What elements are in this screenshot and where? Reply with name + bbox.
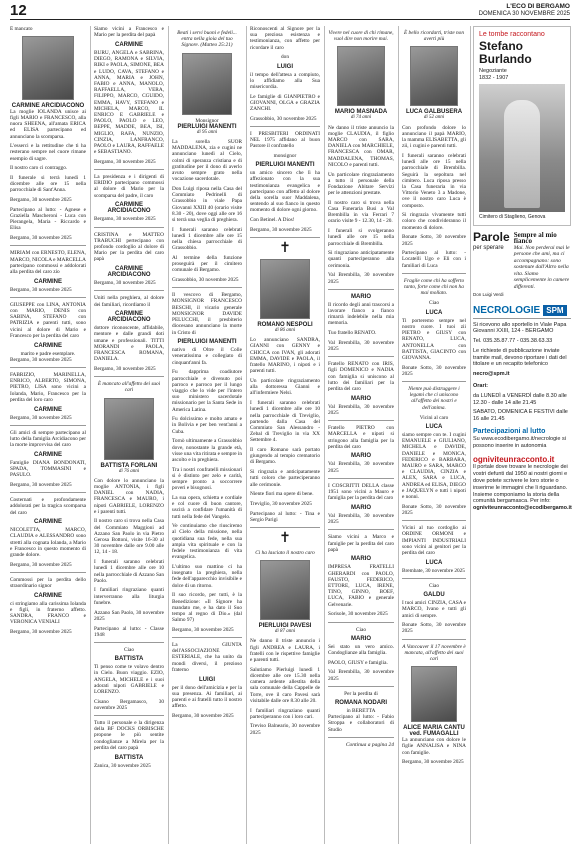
notice-text: Partecipano al lutto: - Locatelli Ugo e Eli con i familiari di Luca [402, 250, 466, 269]
deceased-name: ALICE MARIA CANTU ved. FUMAGALLI [403, 725, 465, 738]
deceased-photo [104, 398, 154, 460]
necro-email[interactable]: necro@spm.it [473, 371, 510, 378]
notice-text: Partecipano al lutto: - Fabio Stroppa e collaboratori di Studio [328, 714, 394, 733]
hours-weekend: SABATO, DOMENICA E FESTIVI dalle 16 alle 21.45 [473, 409, 568, 423]
notice-text: La GIUNTA dell'ASSOCIAZIONE ESTERIALE, che ha unito da mondi diversi, il prezioso fraterno [172, 642, 242, 673]
notice-text: nativo di Oltre il Colle veneratissima e collegiato di cinquant'anni fa. [172, 347, 242, 366]
notice-text: Sei stato un vero amico. Condoglianze alla famiglia. [328, 643, 394, 656]
deceased-age: di 52 anni [423, 115, 445, 121]
column-divider [90, 26, 91, 844]
notice-date: Bonate Sotto, 30 novembre 2025 [402, 622, 466, 635]
notice-text: Il vescovo di Bergamo, MONSIGNOR FRANCESCO BESCHI, il vicario generale MONSIGNOR DAVIDE PELUCCHI, il presbiterio diocesano annunciano la morte in Cristo di [172, 292, 242, 336]
deceased-name: LUIGI [199, 676, 215, 683]
notice-text: Niente fiori ma opere di bene. [250, 491, 314, 498]
notice-text: IMPRESA FRATELLI GHERARDI con PAOLO, FAUSTO, FEDERICO, ETTORE, LUCA, IRENE, TINO, GINNO, BOEF, LUCA, FABIO e generale Gelvenarie. [328, 564, 394, 608]
deceased-name: LUCA GALBUSERA [405, 109, 463, 116]
deceased-name: MARIO [351, 293, 371, 300]
deceased-name: PIERLUIGI MANENTI [177, 339, 237, 346]
continue-note: Continua a pagina 24 [345, 741, 394, 748]
tombs-feature [473, 26, 571, 226]
notice-text: I tuoi amici CINZIA, CASA e MARCO, Ivano e tutti gli amici di sempre. [402, 600, 466, 619]
notice-text: Ne danno il triste annuncio la moglie CLAUDIA, il figlio MARCO con SARA, DANIELA con MARCHIELE, FRANCESCA con OMAR, MADDALENA, THOMAS, NICOLO e parenti tutti. [328, 124, 394, 168]
necro-phone: Tel. 035.35.87.77 - 035.38.63.33 [473, 338, 553, 345]
deceased-photo [22, 36, 74, 100]
notice-date: Cisano Bergamasco, 30 novembre 2025 [94, 698, 164, 711]
page-number: 12 [10, 2, 27, 19]
notice-text: Vicini al tuo cordoglio ai ORDINE ORMONI e IMPIANTI INDUSTRIALI sono vicini ai genitori per la perdita del caro [402, 525, 466, 556]
notice-title: don [281, 54, 289, 61]
obituary-column-6 [402, 26, 466, 844]
notice-text: Il nostro caro si trova nella Casa del Commiato Maggioni ad Azzano San Paolo in via Pietro Gerosa Bottoni, visite 16-30 al 30 novembre dalle ore 9.00 alle 12, 14 - 18. [94, 518, 164, 556]
notice-text: marito e padre esemplare. [20, 350, 76, 357]
notice-text: Gli amici di sempre partecipano al lutto della famiglia Arcidiacono per la morte improvvisa del caro [10, 429, 86, 449]
deceased-photo [260, 560, 310, 620]
deceased-age: di 74 anni [350, 115, 372, 121]
ogniviteunracconto-info: Il portale dove trovare le necrologie dei vostri defunti dal 1950 ai nostri giorni e dove potete scrivere le loro storie o inserirne le immagini che li riguardano. Insieme componiamo la storia della comunità bergamasca. Per info: [473, 464, 568, 505]
cross-icon: ✝ [279, 531, 291, 547]
deceased-name: CARMINE [34, 342, 62, 349]
feature-name: Stefano Burlando [479, 39, 532, 66]
notice-date: Bergamo, 30 novembre 2025 [94, 365, 156, 372]
notice-text: Tra i nostri confratelli missionari si è distinto per zelo e carità, sempre pronto a soccorrere poveri e bisognosi. [172, 466, 242, 492]
notice-date: Bergamo, 30 novembre 2025 [10, 561, 72, 568]
notice-date: Val Brembilla, 30 novembre 2025 [328, 272, 394, 285]
deceased-name: BATTISTA [114, 754, 144, 761]
notice-text: Il ricordo degli anni trascorsi a lavorare fianco a fianco rimarrà indelebile nella mia memoria. [328, 301, 394, 327]
notice-date: Val Brembilla, 30 novembre 2025 [328, 512, 394, 526]
deceased-age: di 87 anni [274, 629, 296, 635]
deceased-name: CARMINE [34, 406, 62, 413]
notice-text: Ne danno il triste annuncio i figli ANDREA e LAURA, i fratelli con le rispettive famiglie e parenti tutti. [250, 638, 320, 664]
notice-date: Zanica, 30 novembre 2025 [94, 762, 151, 769]
notice-text: il tempo dell'attesa a compiuto, lo affidiamo alla Sua misericordia. [250, 71, 320, 90]
notice-text: Con dolore lo annunciano la moglie ANTONIA, i figli DANIEL con NADIA, FRANCESCA e MAURO, i nipoti GABRIELE, LORENZO e i parenti tutti. [94, 477, 164, 515]
notice-intro: Ci ha lasciato il nostro caro [255, 550, 315, 557]
notice-text: Il caro Romano sarà portato giungendo al tempio crematorio di Bergamo. [250, 447, 320, 466]
notice-text: FABRIZIO, MARINELLA, ENRICO, ALBERTO, SIMONA, PIETRO, LISA sono vicini a Iolanda, Mario, Francesco per la perdita del loro caro [10, 372, 86, 403]
notice-text: La annunciano con dolore le figlie ANNALISA e NINA con famiglie. [402, 737, 466, 756]
column-divider [398, 26, 399, 844]
notice-text: Ve continuiamo che riusciremo al Cielo della missione, nella quotidiana sua fede, nella sua ampia vita spirituale e con la fedele testimonianza di vita evangelica. [172, 523, 242, 561]
notice-date: Bergamo, 30 novembre 2025 [10, 197, 72, 204]
notice-text: La presidenza e i dirigenti di ERIDIO partecipano commossi al dolore di Mario per la scomparsa del padre, il caro [94, 174, 164, 199]
notice-text: Famiglie DIANA BONDONATI, SPADA, TOMMASINI e PASULO. [10, 459, 86, 479]
photo-caption: Cimitero di Staglieno, Genova [479, 214, 546, 220]
notice-text: Si ringrazia vivamente tutti coloro che condivideranno il momento di dolore. [402, 212, 466, 231]
deceased-photo [411, 666, 457, 722]
notice-date: Bergamo, 30 novembre 2025 [250, 226, 312, 233]
notice-date: Bergamo, 30 novembre 2025 [10, 481, 72, 488]
notice-text: L'esserci e la rettitudine che ti ha resterano sempre nel cuore rimane esempio di sagre. [10, 143, 86, 162]
notice-date: Bergamo, 30 novembre 2025 [94, 216, 156, 223]
notice-date: Bergamo, 30 novembre 2025 [94, 158, 156, 165]
masthead [479, 4, 570, 17]
notice-text: Un particolare ringraziamento alla dottoressa Gianni e all'infermiere Nelsi. [250, 378, 320, 397]
deceased-name: LUCA [425, 424, 443, 431]
parole-quote: Mai. Non perderai mai le persone che ami, ma ci accompagnano: sono sostenute dall'Altro nella vita. Siamo semplicemente in camere differenti. [513, 244, 570, 290]
deceased-photo [410, 46, 458, 106]
notice-text: Partecipano al lutto: - Classe 1948 [94, 625, 164, 638]
necrologie-header [473, 305, 571, 319]
partecipazioni-info: Su www.ecodibergamo.it/necrologie si possono inserire in autonomia [473, 435, 566, 449]
notice-text: Con Betinel. A Dios! [250, 217, 295, 224]
notice-date: Treviglio, 30 novembre 2025 [250, 500, 312, 507]
notice-text: I COSCRITTI DELLA classe 1951 sono vicini a Mauro e famiglia per la perdita del caro [328, 482, 394, 502]
parole-heading: Sempre al mio fianco [513, 230, 557, 245]
column-divider [324, 26, 325, 844]
deceased-name: CARMINE [115, 41, 143, 48]
column-divider [470, 26, 471, 844]
notice-text: I PRESBITERI ORDINATI NEL 1975 affidano al buon Pastore il confratello [250, 130, 320, 150]
notice-text: La sorella SUOR MADDALENA, zia e cugini ne annunciano lunedì al Cielo, colmi di speranza cristiana e di gratitudine per il dono di averlo avuto sempre grato nella vocazione sacerdotale. [172, 139, 242, 183]
deceased-name: PIERLUIGI MANENTI [255, 162, 315, 169]
ogniviteunracconto-email[interactable]: ogniviteunracconto@ecodibergamo.it [473, 505, 572, 512]
notice-text: siamo sempre con te. I cugini EMANUELE e GIULIANO, MICHELA e DAVIDE, DANIELE e MONICA, FEDERICO e BARBARA, MAURO e SARA, MARCO e CLAUDIA, CINZIA e ALEX, SARA e LUCA, ANDREA ed ELISA, DIEGO e JAQUELYN e tutti i nipoti e nonni. [402, 432, 466, 501]
notice-date: Bergamo, 30 novembre 2025 [10, 356, 72, 363]
obituary-column-2 [94, 26, 164, 844]
ogniviteunracconto-box [473, 455, 571, 512]
notice-quote: A Vancouver il 17 novembre è mancata, all'affetto dei suoi cari [402, 643, 466, 663]
feature-role: Negoziante [479, 68, 507, 74]
obituary-column-5 [328, 26, 394, 844]
feature-years: 1832 - 1907 [479, 74, 509, 81]
notice-text: NICOLETTA, MARCO, CLAUDIA e ALESSANDRO sono stretti alla cognata Iolanda, a Mario e Francesco in questo momento di grande dolore. [10, 527, 86, 559]
notice-text: CRISTINA e MATTEO TRABUCHI pertecipano con profondo cordoglio al dolore di Mario per la perdita del caro papà [94, 231, 164, 263]
notice-text: L'ultimo suo mattino ci ha insegnato la preghiera, nella fede dell'apparecchio invisibile e dolce di un ritorno. [172, 564, 242, 589]
notice-text: I funerali saranno celebrati lunedì 1 dicembre alle ore 15 nella chiesa parrocchiale di Grassobbio. [172, 226, 242, 252]
notice-text: Ti porteremo sempre nel nostro cuore. I tuoi zii PIETRO e GIUSY con RENATO, LUCA, ANTONELLA con BATTISTA, GIACINTO con GIOVANNA. [402, 317, 466, 361]
notice-quote: Vivere nel cuore di chi rimane, vuol dire non morire mai. [328, 30, 394, 43]
notice-quote: Beati i servi buoni e fedeli... entra nella gioia del tuo Signore. (Matteo 25:21) [177, 30, 237, 49]
notice-intro: È mancato [10, 26, 33, 32]
notice-quote: Fragile come chi ha sofferto tanto, forte come chi non ha mai mollato. [403, 277, 465, 297]
notice-date: Bergamo, 30 novembre 2025 [172, 712, 234, 719]
notice-intro: Ciao [428, 300, 439, 307]
sidebar [473, 26, 571, 512]
notice-text: Costernati e profondamente addolorati per la tragica scomparsa del caro [10, 497, 86, 516]
notice-date: Bergamo, 30 novembre 2025 [10, 286, 72, 293]
deceased-age: di 76 anni [118, 468, 140, 474]
obituary-column-4 [250, 26, 320, 844]
deceased-photo [337, 46, 385, 106]
deceased-name: CARMINE [34, 592, 62, 599]
notice-text: Le famiglie di GIANPIETRO e GIOVANNI, OLGA e GRAZIA ZANCHI. [250, 93, 320, 113]
hours-weekday: da LUNEDÌ a VENERDÌ dalle 8.30 alle 12.30 - dalle 14 alle 21.45 [473, 392, 567, 406]
notice-text: un amico sincero che lì ha affezionato con la sua testimonianza evangelica e partecipano con affetto al dolore della sorella suor Maddalena, sentendo al suo fianco in questo momento di dolore ogni giorno. [250, 170, 320, 214]
deceased-name: MARIO [351, 635, 371, 642]
notice-date: Val Brembilla, 30 novembre 2025 [328, 461, 394, 474]
notice-intro: È mancato all'affetto dei suoi cari [97, 381, 161, 394]
deceased-name: LUCA [425, 559, 443, 566]
parole-subtitle: per sperare [473, 244, 504, 251]
notice-text: Si ringrazia e anticipatamente tutti coloro che parteciperanno alle cerimonie. [250, 469, 320, 488]
notice-text: in BERETTA [346, 708, 376, 715]
notice-text: I funerali saranno celebrati lunedì 1 dicembre alle ore 10 nella parrocchiale di Azzano San Paolo. [94, 559, 164, 584]
notice-text: Fu dolcissimo e molto amato e in Bolivia e per ben vent'anni a Cuba. [172, 416, 242, 435]
deceased-name: BATTISTA FORLANI [100, 462, 158, 469]
deceased-name: ROMANO NESPOLI [257, 322, 313, 329]
notice-text: Il suo ricordo, per tutti, è la Benedizione: «Il Signore ha mandato me, e ha dato il Suo tempo al regno di Dio.» (dal Salmo 97) [172, 592, 242, 624]
deceased-name: CARMINE [34, 451, 62, 458]
spm-logo: SPM [543, 305, 566, 316]
deceased-name: ROMANA NODARI [334, 700, 388, 707]
notice-text: Fratello RENATO con IRIS, figli DOMENICO e NADIA con famiglia si uniscono al lutto dei familiari per la perdita del caro [328, 361, 394, 393]
column-divider [246, 26, 247, 844]
deceased-name: CARMINE ARCIDIACONO [11, 102, 85, 109]
deceased-age: di 95 anni [196, 129, 218, 135]
notice-intro: Ciao [123, 646, 134, 653]
notice-text: BURU, ANGELA e SABRINA, DIEGO, RAMONA e SILVIA, RIKI e PAOLA, SIMONE, BEA e LUDO, CAVA, STEFANO e ANNA, MARIA e JOHN, FABIO e ANNA, MANOLO, RAFFAELLA, VERA, FILIPPO, MARCO, CGUIDO, EMMA, HAVY, STEFANO e MICHELA, MARCO, IL ENRICO E GABRIELE e PAOLO, PAOLO e LEO, BEPPE, MADDE, BEA, ISI, MIGLIO, RAFA, NUNZIO, CINZIA, LANFRANCO, PAOLO e LAURA, RAFFAELE e SEBASTIANO. [94, 49, 164, 156]
partecipazioni-box [473, 429, 571, 449]
notice-text: Partecipano al lutto: - Agnese e Graziella Mascheroni - Luca con Pierangela, Maria - Riccardo e Elisa [10, 206, 86, 232]
deceased-name: CARMINE ARCIDIACONO [107, 202, 151, 215]
deceased-name: MARIO [351, 504, 371, 511]
statue-photo [479, 84, 565, 212]
obituary-column-3 [172, 26, 242, 844]
deceased-name: CARMINE ARCIDIACONO [107, 266, 151, 279]
issue-date: DOMENICA 30 NOVEMBRE 2025 [478, 10, 570, 17]
cross-icon: ✝ [279, 241, 291, 257]
deceased-age: di 86 anni [274, 328, 296, 334]
ogniviteunracconto-title[interactable]: ogniviteunracconto.it [473, 455, 555, 465]
notice-date: Bonate Sotto, 30 novembre 2025 [402, 234, 466, 247]
notice-date: Bergamo, 30 novembre 2025 [94, 280, 156, 287]
notice-date: Grassobbio, 30 novembre 2025 [250, 115, 317, 122]
column-divider [168, 26, 169, 844]
parole-title: Parole [473, 229, 510, 244]
notice-text: Riconoscenti al Signore per la sua preziosa esistenza e testimonianza, con affetto per ricordare il caro [250, 26, 320, 51]
notice-intro: Vicini al caro [419, 414, 449, 421]
notice-text: MIRIAM con ERNESTO, ELENA, MARCO, NICOLA e MARCELLA partecipano commossi e addolorati alla perdita del caro zio [10, 250, 86, 275]
partecipazioni-title: Partecipazioni al lutto [473, 428, 546, 436]
parole-box [473, 229, 571, 291]
notice-text: Si ringraziano anticipatamente quanti parteciperanno alla cerimonia. [328, 250, 394, 269]
notice-title: monsignor [273, 153, 297, 160]
deceased-photo [182, 53, 232, 115]
parole-author: Don Luigi Verdi [473, 292, 504, 297]
notice-quote: È bello ricordarti, triste non averti più [404, 30, 464, 43]
deceased-name: PIERLUIGI MANENTI [177, 123, 237, 130]
notice-quote: Niente può distruggere i legami che ci uniscono all'affetto dei nostri e dell'anima. [408, 386, 460, 411]
notice-date: Bergamo, 30 novembre 2025 [10, 235, 72, 242]
notice-text: per il dono dell'amicizia e per la sua presenza. Ai familiari, ai parenti e ai fratelli tutto il nostro affetto. [172, 684, 242, 710]
necro-info: Si ricevono allo sportello in Viale Papa Giovanni XXIII, 124 - BERGAMO [473, 321, 567, 335]
notice-text: Il nostro caro si trova nella Casa Funeraria Busi a Val Brembilla in via Ferrari 7 orario visite 9 - 12.30, 14 - 20. [328, 199, 394, 225]
deceased-name: GALDU [423, 592, 445, 599]
notice-text: I familiari ringraziano quanti parteciperanno con i loro cari. [250, 707, 320, 720]
deceased-name: MARIO [351, 556, 371, 563]
notice-text: Siamo vicini a Marco e famiglie per la perdita del caro papà [328, 534, 394, 553]
deceased-name: CARMINE [34, 278, 62, 285]
notice-text: Don Luigi riposa nella Casa del Commiato Pedrinelli di Grassobbio in viale Papa Giovanni XXIII 40 (orario visite 8.30 - 20), dove oggi alle ore 16 si terrà una veglia di preghiera. [172, 185, 242, 223]
notice-text: Fu dapprima coadiutore parrocchiale e divenuto poi parroco e parroco per il lungo viaggio che lo vide per l'intero suo ministero sacerdotale missionario per la Santa Sede in America Latina. [172, 369, 242, 413]
notice-text: Lo annunciano SANDRA, GIANNI con GENNY e CHICCA con IVAN, gli adorati EMMA, DAVIDE e PAOLA, il fratello MARINO, i nipoti e i parenti tutti. [250, 337, 320, 375]
notice-date: Bergamo, 30 novembre 2025 [402, 759, 464, 766]
page-header [10, 4, 570, 20]
notice-text: Uniti nella preghiera, al dolore dei familiari, ricordiamo il [94, 295, 164, 308]
notice-date: Val Brembilla, 30 novembre 2025 [328, 403, 394, 416]
deceased-name: BATTISTA [114, 656, 144, 663]
notice-text: Tuo fratello RENATO. [328, 330, 377, 337]
hours-title: Orari: [473, 383, 488, 390]
notice-date: Grassobbio, 30 novembre 2025 [172, 277, 239, 284]
notice-text: Con profondo dolore lo annunciano il papà MARIO, la mamma ELISABETTA, gli zii, i cugini e parenti tutti. [402, 124, 466, 150]
feature-heading: Le tombe raccontano [479, 31, 545, 38]
notice-date: Val Brembilla, 30 novembre 2025 [328, 669, 394, 682]
notice-text: Tutto il personale e la dirigenza della BF DOCKS ORBISCHE propone le più sentite condoglianze a Mirela per la perdita del caro papà [94, 720, 164, 751]
notice-intro: Ciao [428, 582, 439, 589]
paper-name: L'ECO DI BERGAMO [506, 3, 570, 10]
notice-date: Sorisole, 30 novembre 2025 [328, 611, 388, 618]
notice-text: Il funerale si terrà lunedì 1 dicembre alle ore 15 nella parrocchiale di Sant'Anna. [10, 175, 86, 194]
notice-text: dottore riconoscente, affidabile, mentore e dalle grandi doti umane e professionali. TITTI MORANDI e PAOLA, FRANCESCA ROMANA, DANIELA. [94, 325, 164, 363]
notice-text: La moglie IOLANDA unisce ai figli MARIO e FRANCESCO, alla nuora SHEENA, all'amata ERICA ed ELISA partecipano ed annunciano la scomparsa. [10, 108, 86, 140]
obituary-column-1 [10, 26, 86, 844]
notice-date: Bergamo, 30 novembre 2025 [10, 629, 72, 636]
notice-text: Salutiamo Pierluigi lunedì 1 dicembre alle ore 15.30 nella camera ardente allestita della sala comunale della Cappelle de Torre, ove il caro Pavesi sarà visitabile dalle ore 8.30 alle 20. [250, 666, 320, 704]
deceased-name: MARIO [351, 453, 371, 460]
notice-text: Tornò ultimamente a Grassobbio dove, nonostante la grande età, visse una vita ritirata e sempre in ascolto e in preghiera. [172, 438, 242, 463]
notice-text: Ti penso come te volavo dentro in Cielo. Buon viaggio. EZIO, ANGELA, MICHELE e i suoi adorati nipoti GABRIELE e LORENZO. [94, 664, 164, 695]
notice-date: Bonate Sotto, 30 novembre 2025 [402, 364, 466, 377]
notice-text: Al termine della funzione proseguirà per il cimitero comunale di Bergamo. [172, 254, 242, 274]
notice-date: Treviso Balneario, 30 novembre 2025 [250, 723, 320, 736]
notice-text: GIUSEPPE con LINA, ANTONIA con MARIO, DENIS con SABINA, STEFANO con PATRIZIA e parenti tutti, sono vicini al dolore di Mario e Francesco per la perdita del caro [10, 301, 86, 339]
notice-text: Commossi per la perdita dello straordinario signor [10, 576, 86, 590]
necro-info: Le richieste di pubblicazione inviate tramite mail, devono riportare i dati del titolare e un recapito telefonico [473, 347, 567, 368]
notice-date: Bergamo, 30 novembre 2025 [10, 414, 72, 421]
deceased-name: MARIO MASNADA [334, 109, 388, 116]
notice-text: Siamo vicini a Francesco e Mario per la perdita del papà [94, 26, 164, 39]
notice-date: Bergamo, 30 novembre 2025 [172, 626, 234, 633]
deceased-name: CARMINE [34, 519, 62, 526]
notice-date: Azzano San Paolo, 30 novembre 2025 [94, 609, 164, 622]
notice-text: I familiari ringraziano quanti interverranno alla liturgia funebre. [94, 587, 164, 606]
notice-title: Monsignor [195, 117, 219, 124]
deceased-name: PIERLUIGI PAVESI [258, 623, 312, 630]
notice-text: Partecipano al lutto: - Tina e Sergio Parigi [250, 510, 320, 523]
notice-date: Bonate Sotto, 30 novembre 2025 [402, 503, 466, 516]
notice-text: I funerali saranno celebrati lunedì 1 dicembre alle ore 10 nella parrocchiale di Treviglio, partendo dalla Casa del Commiato San Alessandro - Zebal di Treviglio in via XX Settembre 4. [250, 400, 320, 444]
deceased-name: LUIGI [277, 63, 293, 70]
notice-text: I funerali si svolgeranno lunedì alle ore 15 nella parrocchiale di Brembilla. [328, 228, 394, 247]
deceased-name: MARIO [351, 395, 371, 402]
notice-date: Brembate, 30 novembre 2025 [402, 567, 465, 574]
deceased-name: LUCA [425, 309, 443, 316]
notice-text: PAOLO, GIUSY e famiglia. [328, 659, 388, 666]
notice-intro: Ciao [355, 626, 366, 633]
deceased-name: CARMINE ARCIDIACONO [107, 311, 151, 324]
notice-text: La sua opera, schietta e cordiale e col cuore di buon cantore, uscirà a confidare l'umanità di tutti nella fede del Vangelo. [172, 494, 242, 520]
notice-intro: Per la perdita di [344, 690, 378, 697]
notice-text: Fratello PIETRO con MARCELLA e nipoti si stringono alla famiglia per la perdita del caro [328, 425, 394, 450]
notice-text: Un particolare ringraziamento a tutto il personale della Fondazione Abitare Servizi per le attenzioni prestate. [328, 171, 394, 197]
notice-date: Val Brembilla, 30 novembre 2025 [328, 339, 394, 352]
notice-text: ci stringiamo alla carissima Iolanda e figli, in fraterno affetto. SANDRA, FRANCO e VERONICA VENIALI [10, 600, 86, 626]
necrologie-title: NECROLOGIE [473, 304, 541, 316]
deceased-photo [260, 259, 310, 319]
notice-text: Il nostro caro ci contraggo. [10, 165, 68, 172]
notice-text: I funerali saranno celebrati lunedì alle ore 15 nella parrocchiale di Brembilla. Seguirà la sepoltura nel cimitero. Luca riposa presso la Casa funeraria in via Vittorio Veneto 3 a Madone, ove il nostro caro Luca è composto. [402, 152, 466, 209]
